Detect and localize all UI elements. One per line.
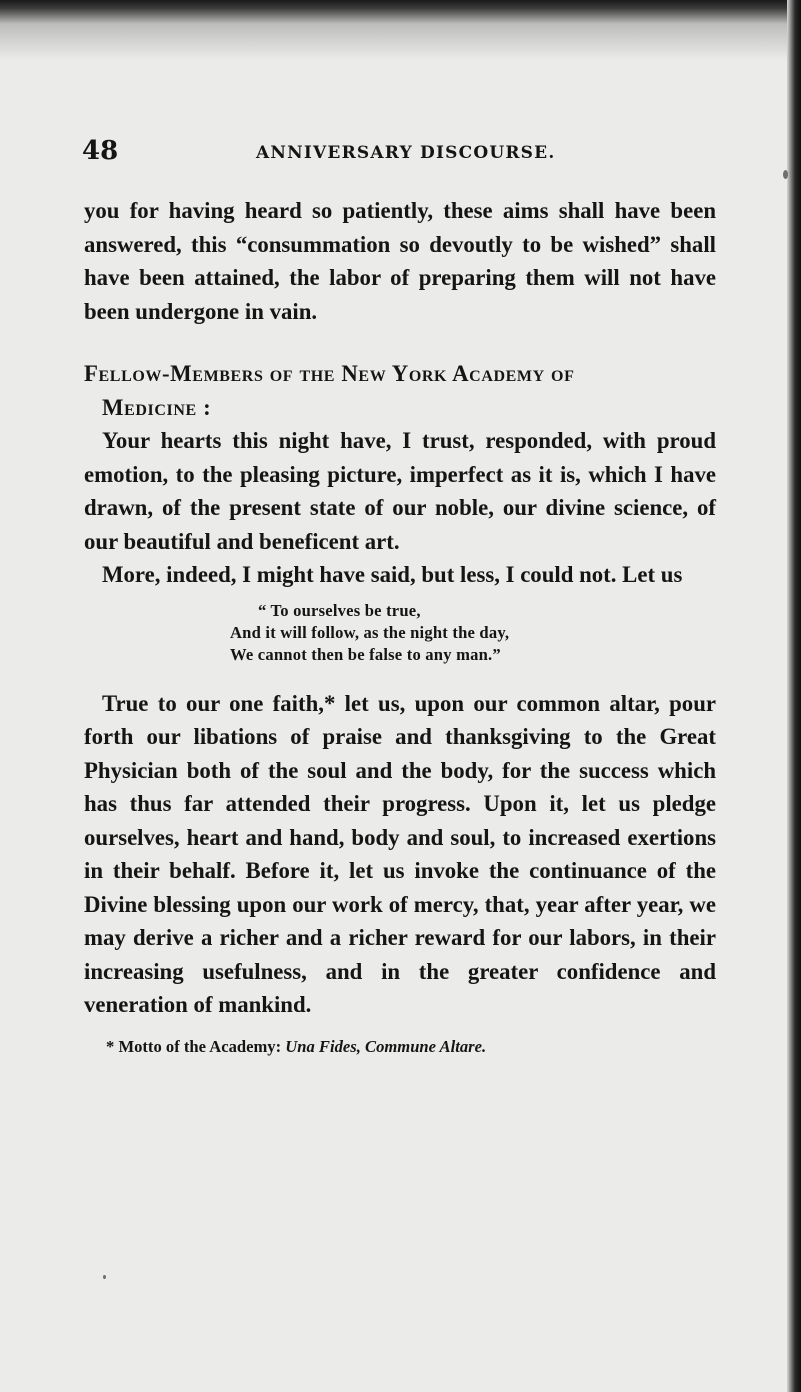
footnote [84,1036,716,1058]
verse-quotation [84,600,716,666]
paragraph-true-to-faith: True to our one faith,* let us, upon our common altar, pour forth our libations of praise and thanksgiving to the Great Physician both of the soul and the body, for the success which has thus far attended their progress. Upon it, let us pledge ourselves, heart and hand, body and soul, to increased exertions in their behalf. Before it, let us invoke the continuance of the Divine blessing upon our work of mercy, that, year after year, we may derive a richer and a richer reward for our labors, in their increasing usefulness, and in the greater confidence and veneration of mankind. [84,690,716,1017]
paragraph-more-indeed: More, indeed, I might have said, but less, I could not. Let us [102,562,683,587]
page-content [84,136,716,1058]
paragraph-continuation: you for having heard so patiently, these aims shall have been answered, this “consummation so devoutly to be wished” shall have been attained, the labor of preparing them will not have been undergone in vain. [84,198,716,324]
page-binding-edge [787,0,801,1392]
footnote-label: * Motto of the Academy: [106,1036,282,1056]
page-number: 48 [82,136,119,166]
paragraph-hearts: Your hearts this night have, I trust, responded, with proud emotion, to the pleasing picture, imperfect as it is, which I have drawn, of the present state of our noble, our divine science, of our beautiful and beneficent art. [84,428,716,554]
verse-line: We cannot then be false to any man.” [230,644,501,664]
running-head: ANNIVERSARY DISCOURSE. [256,143,556,163]
salutation-line-2: Medicine : [102,394,212,420]
page-speck [103,1275,106,1279]
footnote-motto: Una Fides, Commune Altare. [285,1036,487,1056]
salutation [84,357,716,424]
page-speck [783,170,788,179]
salutation-line-1: Fellow-Members of the New York Academy of [84,361,575,386]
verse-line: And it will follow, as the night the day, [230,622,510,642]
page-header [84,136,716,168]
verse-line: “ To ourselves be true, [258,600,421,620]
